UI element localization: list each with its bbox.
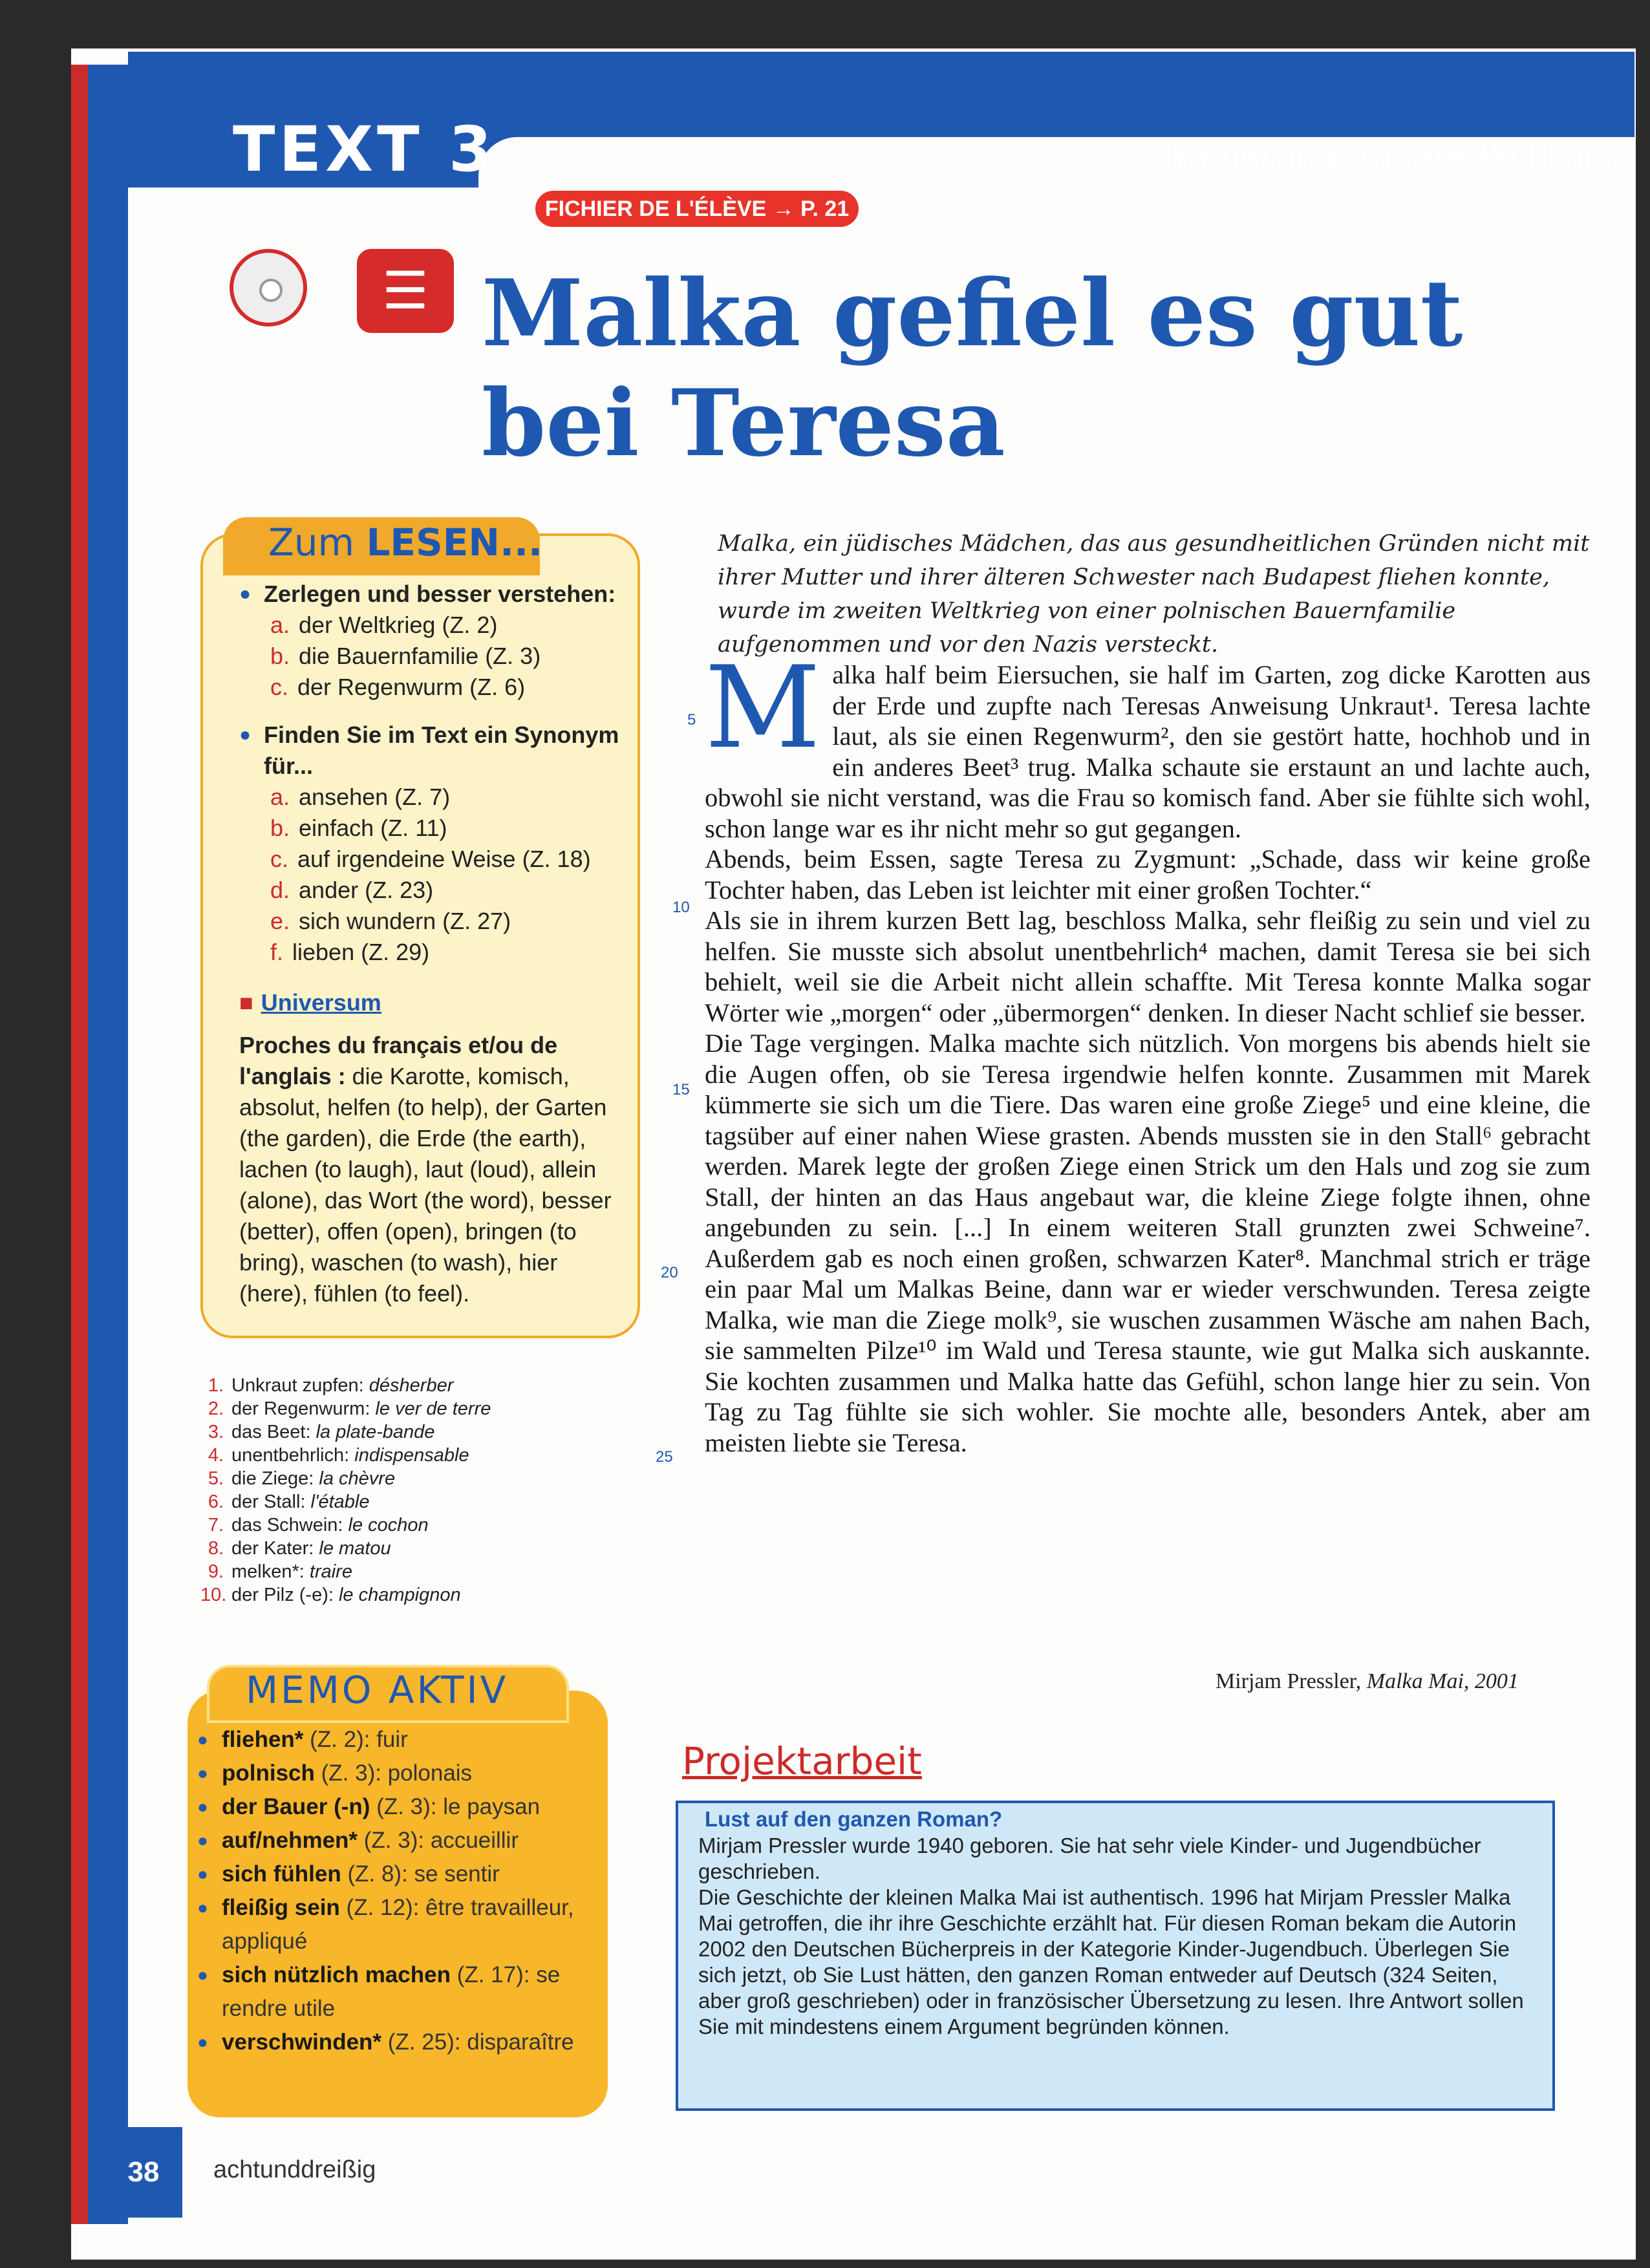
cd-audio-icon [230,249,307,326]
exercise-item: d. ander (Z. 23) [270,877,434,903]
line-number: 10 [672,899,690,916]
line-number: 5 [687,711,696,729]
source-citation: Mirjam Pressler, Malka Mai, 2001 [1216,1669,1519,1693]
vocab-item: ● fliehen* (Z. 2): fuir [197,1723,598,1757]
projekt-paragraph: Mirjam Pressler wurde 1940 geboren. Sie hat sehr viele Kinder- und Jugendbücher geschrieben. [698,1834,1481,1883]
title-line-2: bei Teresa [482,370,1005,477]
page-title [482,259,1462,478]
line-number: 25 [656,1448,673,1466]
footnote: 4. unentbehrlich: indispensable [208,1445,469,1466]
vocab-item: ● auf/nehmen* (Z. 3): accueillir [197,1824,598,1857]
memo-aktiv-title: MEMO AKTIV [246,1668,509,1712]
line-number: 15 [672,1081,690,1098]
story-paragraph: Abends, beim Essen, sagte Teresa zu Zygmunt: „Schade, dass wir keine große Tochter haben, das Leben ist leichter mit einer großen Tochter.“ [705,844,1591,904]
footnote: 1. Unkraut zupfen: désherber [208,1375,454,1396]
footnote: 10. der Pilz (-e): le champignon [200,1585,461,1605]
story-introduction: Malka, ein jüdisches Mädchen, das aus gesundheitlichen Gründen nicht mit ihrer Mutter und ihrer älteren Schwester nach Budapest fliehen konnte, wurde im zweiten Weltkrieg von einer polnischen Bauernfamilie aufgenommen und vor den Nazis versteckt. [718,531,1590,658]
exercise-item: e. sich wundern (Z. 27) [270,908,511,934]
footnotes [200,1374,640,1607]
story-text [705,643,1591,1458]
zum-lesen-title: Zum LESEN... [268,520,543,564]
vocab-item: ● verschwinden* (Z. 25): disparaître [197,2026,598,2059]
footnote: 7. das Schwein: le cochon [208,1515,429,1535]
page-number: 38 [105,2127,182,2218]
vocab-item: ● sich nützlich machen (Z. 17): se rendre utile [197,1958,598,2026]
page-edge-blue [88,65,128,2224]
exercise-item: a. ansehen (Z. 7) [270,784,451,810]
section-heading: ● Zerlegen und besser verstehen: [239,579,621,610]
story-paragraph: Malka half beim Eiersuchen, sie half im Garten, zog dicke Karotten aus der Erde und zupfte nach Teresas Anweisung Unkraut¹. Teresa lachte laut, als sie einen Regenwurm², den sie gestört hatte, hochhob und in ein anderes Beet³ trug. Malka schaute sie erstaunt an und lachte auch, obwohl sie nicht verstand, was die Frau so komisch fand. Aber sie fühlte sich wohl, schon lange war es ihr nicht mehr so gut gegangen. [705,643,1591,843]
vocab-item: ● fleißig sein (Z. 12): être travailleur, appliqué [197,1891,598,1958]
vocab-item: ● der Bauer (-n) (Z. 3): le paysan [197,1790,598,1824]
story-paragraph: Die Tage vergingen. Malka machte sich nützlich. Von morgens bis abends hielt sie die Augen offen, ob sie Teresa irgendwie helfen konnte. Zusammen mit Marek kümmerte sie sich um die Tiere. Das waren eine große Ziege⁵ und eine kleine, die tagsüber auf einer nahen Wiese grasten. Abends mussten sie in den Stall⁶ gebracht werden. Marek legte der großen Ziege einen Strick um den Hals und zog sie zum Stall, der hinten an das Haus angebaut war, die kleine Ziege folgte ihnen, ohne angebunden zu sein. [...] In einem weiteren Stall grunzten zwei Schweine⁷. Außerdem gab es noch einen großen, schwarzen Kater⁸. Manchmal strich er träge ein paar Mal um Malkas Beine, dann war er wieder verschwunden. Teresa zeigte Malka, wie man die Ziege molk⁹, sie wuschen zusammen Wäsche am nahen Bach, sie sammelten Pilze¹⁰ im Wald und Teresa staunte, wie gut Malka sich auskannte. Sie kochten zusammen und Malka hatte das Gefühl, schon lange hier zu sein. Von Tag zu Tag fühlte sie sich wohler. Sie mochte alle, besonders Antek, aber am meisten liebte sie Teresa. [705,1029,1591,1457]
exercise-item: c. der Regenwurm (Z. 6) [270,674,526,700]
text-number-label: TEXT 3 [233,113,496,186]
workbook-reference-badge: FICHIER DE L'ÉLÈVE → P. 21 [535,191,859,227]
memo-aktiv-list [197,1723,598,2059]
footnote: 2. der Regenwurm: le ver de terre [208,1398,491,1419]
chapter-theme: Erinnerung und Gedächtnis [1153,139,1611,174]
page-number-word: achtunddreißig [213,2156,376,2183]
footnote: 3. das Beet: la plate-bande [208,1422,435,1442]
vocab-item: ● sich fühlen (Z. 8): se sentir [197,1857,598,1891]
exercise-item: f. lieben (Z. 29) [270,939,430,965]
reading-icon: ☰ [357,249,454,333]
exercise-item: a. der Weltkrieg (Z. 2) [270,612,498,638]
zum-lesen-content [239,579,621,1309]
projektarbeit-text [698,1833,1539,2040]
story-paragraph: Als sie in ihrem kurzen Bett lag, beschloss Malka, sehr fleißig zu sein und viel zu helfen. Sie musste sich absolut unentbehrlich⁴ machen, damit Teresa sie bei sich behielt, weil sie die Arbeit nicht allein schaffte. Mit Teresa konnte Malka sogar Wörter wie „morgen“ oder „übermorgen“ denken. In dieser Nacht schlief sie besser. [705,906,1591,1027]
line-number: 20 [661,1264,678,1281]
vocab-item: ● polnisch (Z. 3): polonais [197,1757,598,1790]
universum-text: Proches du français et/ou de l'anglais : die Karotte, komisch, absolut, helfen (to help), der Garten (the garden), die Erde (the earth), lachen (to laugh), laut (loud), allein (alone), das Wort (the word), besser (better), offen (open), bringen (to bring), waschen (to wash), hier (here), fühlen (to feel). [239,1032,612,1307]
square-bullet-icon: ■ [239,989,253,1016]
drop-cap: M [705,643,821,774]
footnote: 6. der Stall: l'étable [208,1492,370,1512]
section-heading: ● Finden Sie im Text ein Synonym für... [239,720,621,782]
universum-heading: ■ Universum [239,987,621,1018]
projektarbeit-subtitle: Lust auf den ganzen Roman? [705,1807,1003,1831]
footnote: 9. melken*: traire [208,1561,352,1582]
exercise-item: b. die Bauernfamilie (Z. 3) [270,643,541,669]
footnote: 5. die Ziege: la chèvre [208,1468,396,1489]
title-line-1: Malka gefiel es gut [482,260,1463,367]
projektarbeit-title: Projektarbeit [682,1739,922,1783]
exercise-item: c. auf irgendeine Weise (Z. 18) [270,846,591,872]
footnote: 8. der Kater: le matou [208,1538,391,1559]
exercise-item: b. einfach (Z. 11) [270,815,447,841]
page-edge-red [71,65,88,2224]
projekt-paragraph: Die Geschichte der kleinen Malka Mai ist authentisch. 1996 hat Mirjam Pressler Malka Mai getroffen, die ihr ihre Geschichte erzählt hat. Für diesen Roman bekam die Autorin 2002 den Deutschen Bücherpreis in der Kategorie Kinder-Jugendbuch. Überlegen Sie sich jetzt, ob Sie Lust hätten, den ganzen Roman entweder auf Deutsch (324 Seiten, aber groß geschrieben) oder in französischer Übersetzung zu lesen. Ihre Antwort sollen Sie mit mindestens einem Argument begründen können. [698,1885,1524,2038]
